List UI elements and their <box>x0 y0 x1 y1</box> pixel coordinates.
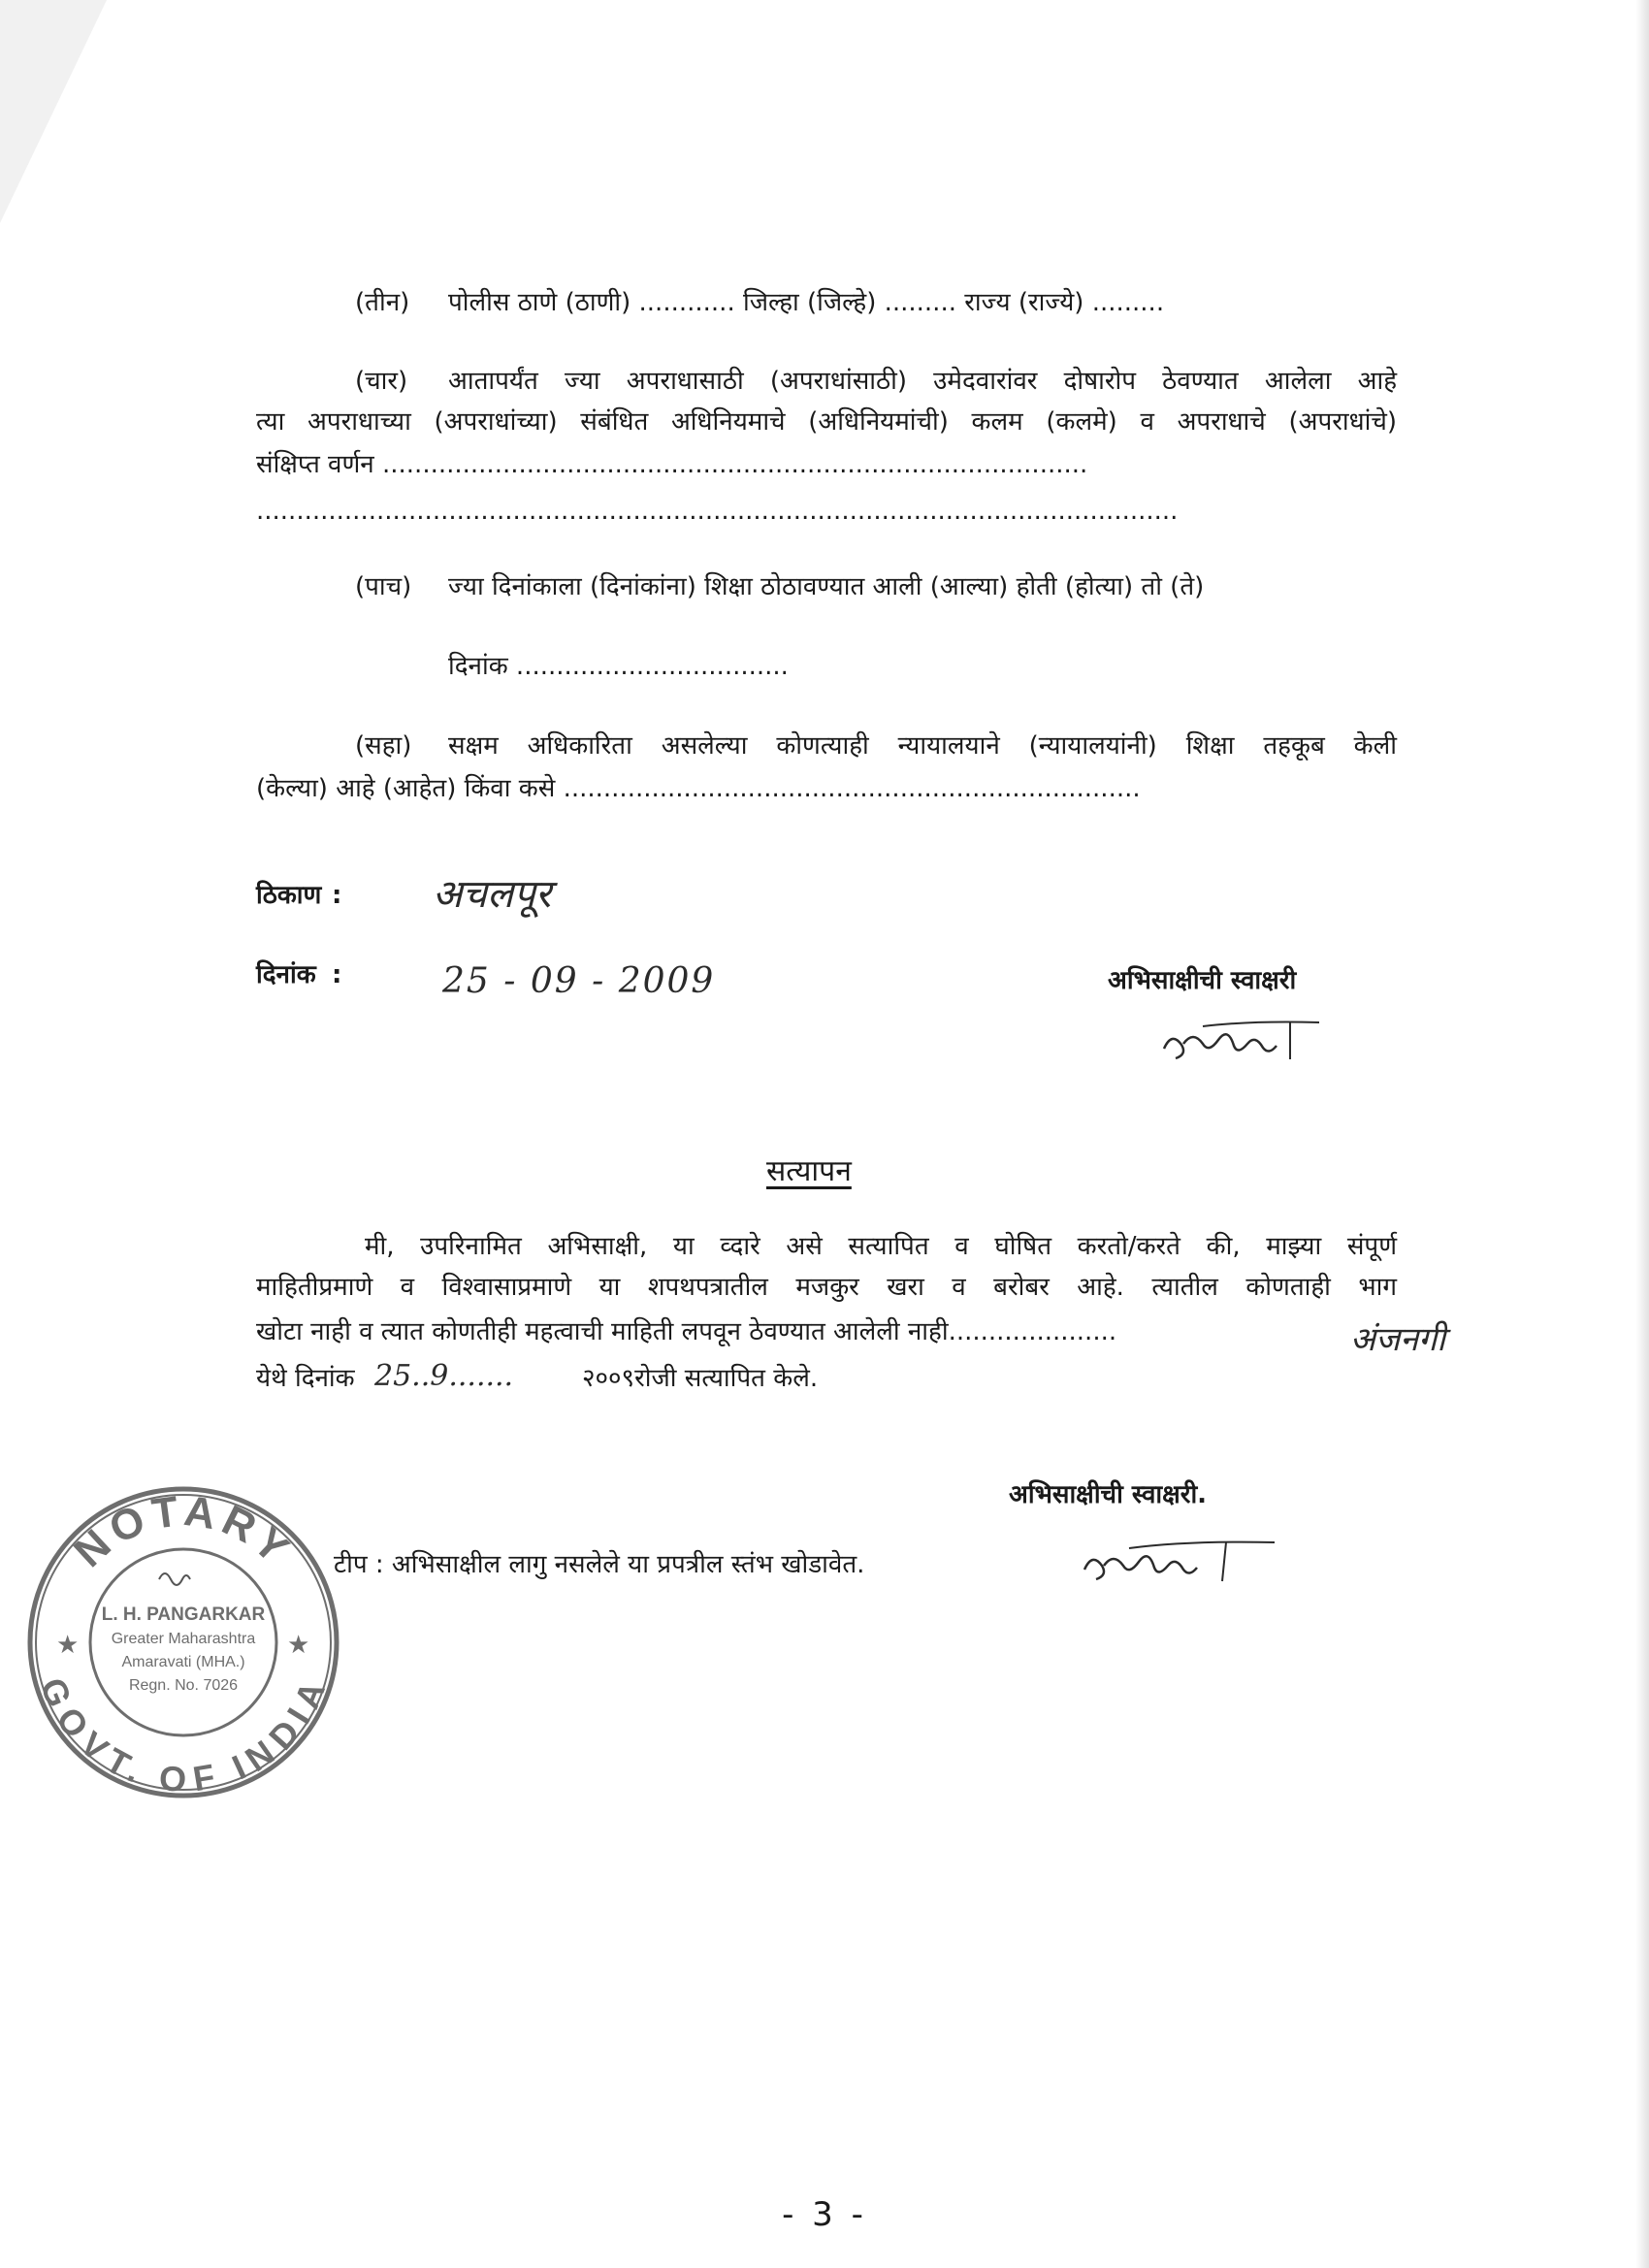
verification-title: सत्यापन <box>766 1154 852 1188</box>
place-handwritten: अचलपूर <box>433 872 552 917</box>
notary-stamp <box>23 1482 343 1802</box>
item-six-line2: (केल्या) आहे (आहेत) किंवा कसे ........................................................................ <box>256 774 1141 803</box>
stamp-line-4: Regn. No. 7026 <box>128 1677 239 1694</box>
item-four-line2: त्या अपराधाच्या (अपराधांच्या) संबंधित अधिनियमाचे (अधिनियमांची) कलम (कलमे) व अपराधाचे (अपराधांचे) <box>256 407 1397 437</box>
page-number: - 3 - <box>782 2195 867 2234</box>
stamp-line-2: Greater Maharashtra <box>111 1631 256 1647</box>
deponent-signature-2 <box>1071 1523 1284 1601</box>
verification-line4-prefix: येथे दिनांक <box>256 1364 355 1393</box>
stamp-star-left: ★ <box>56 1631 80 1660</box>
svg-text:NOTARY <box>65 1487 302 1576</box>
deponent-signature-1 <box>1145 1005 1339 1083</box>
stamp-initials <box>159 1573 190 1585</box>
item-three-text: पोलीस ठाणे (ठाणी) ............ जिल्हा (जिल्हे) ......... राज्य (राज्ये) ......... <box>448 288 1165 317</box>
stamp-star-right: ★ <box>287 1631 310 1660</box>
item-four-line1: आतापर्यंत ज्या अपराधासाठी (अपराधांसाठी) उमेदवारांवर दोषारोप ठेवण्यात आलेला आहे <box>448 367 1397 396</box>
stamp-top-text: NOTARY <box>65 1486 303 1577</box>
verification-line3-handwritten: अंजनगी <box>1350 1320 1446 1359</box>
stamp-bottom-text: GOVT. OF INDIA <box>32 1671 335 1800</box>
stamp-name: L. H. PANGARKAR <box>101 1604 266 1625</box>
deponent-signature-label-2: अभिसाक्षीची स्वाक्षरी. <box>1009 1480 1208 1509</box>
verification-line1: मी, उपरिनामित अभिसाक्षी, या व्दारे असे सत्यापित व घोषित करतो/करते की, माझ्या संपूर्ण <box>365 1232 1397 1261</box>
place-colon: : <box>332 881 342 910</box>
date-colon: : <box>332 960 342 989</box>
item-five-text: ज्या दिनांकाला (दिनांकांना) शिक्षा ठोठावण्यात आली (आल्या) होती (होत्या) तो (ते) <box>448 572 1205 601</box>
item-six-line1: सक्षम अधिकारिता असलेल्या कोणत्याही न्यायालयाने (न्यायालयांनी) शिक्षा तहकूब केली <box>448 731 1397 761</box>
deponent-signature-label: अभिसाक्षीची स्वाक्षरी <box>1108 966 1297 995</box>
footnote: टीप : अभिसाक्षील लागु नसलेले या प्रपत्रील स्तंभ खोडावेत. <box>334 1550 865 1579</box>
date-label: दिनांक <box>256 960 316 989</box>
page-edge-shadow <box>1635 0 1649 2268</box>
verification-line4-suffix: २००९रोजी सत्यापित केले. <box>582 1364 819 1393</box>
item-three-marker: (तीन) <box>355 288 410 317</box>
page-corner-shadow <box>0 0 107 223</box>
verification-date-handwritten: 25..9....... <box>374 1359 514 1393</box>
item-five-marker: (पाच) <box>355 572 412 601</box>
item-six-marker: (सहा) <box>355 731 412 761</box>
stamp-line-3: Amaravati (MHA.) <box>121 1654 245 1670</box>
item-four-line3: संक्षिप्त वर्णन ........................................................................................ <box>256 450 1088 479</box>
place-label: ठिकाण <box>256 881 322 910</box>
item-five-date-line: दिनांक .................................. <box>448 652 789 681</box>
item-four-line4: ................................................................................................................... <box>256 497 1179 526</box>
date-handwritten: 25 - 09 - 2009 <box>442 961 716 1001</box>
verification-line3: खोटा नाही व त्यात कोणतीही महत्वाची माहिती लपवून ठेवण्यात आलेली नाही..................... <box>256 1317 1117 1346</box>
verification-line2: माहितीप्रमाणे व विश्वासाप्रमाणे या शपथपत्रातील मजकुर खरा व बरोबर आहे. त्यातील कोणताही भाग <box>256 1273 1397 1302</box>
item-four-marker: (चार) <box>355 367 408 396</box>
